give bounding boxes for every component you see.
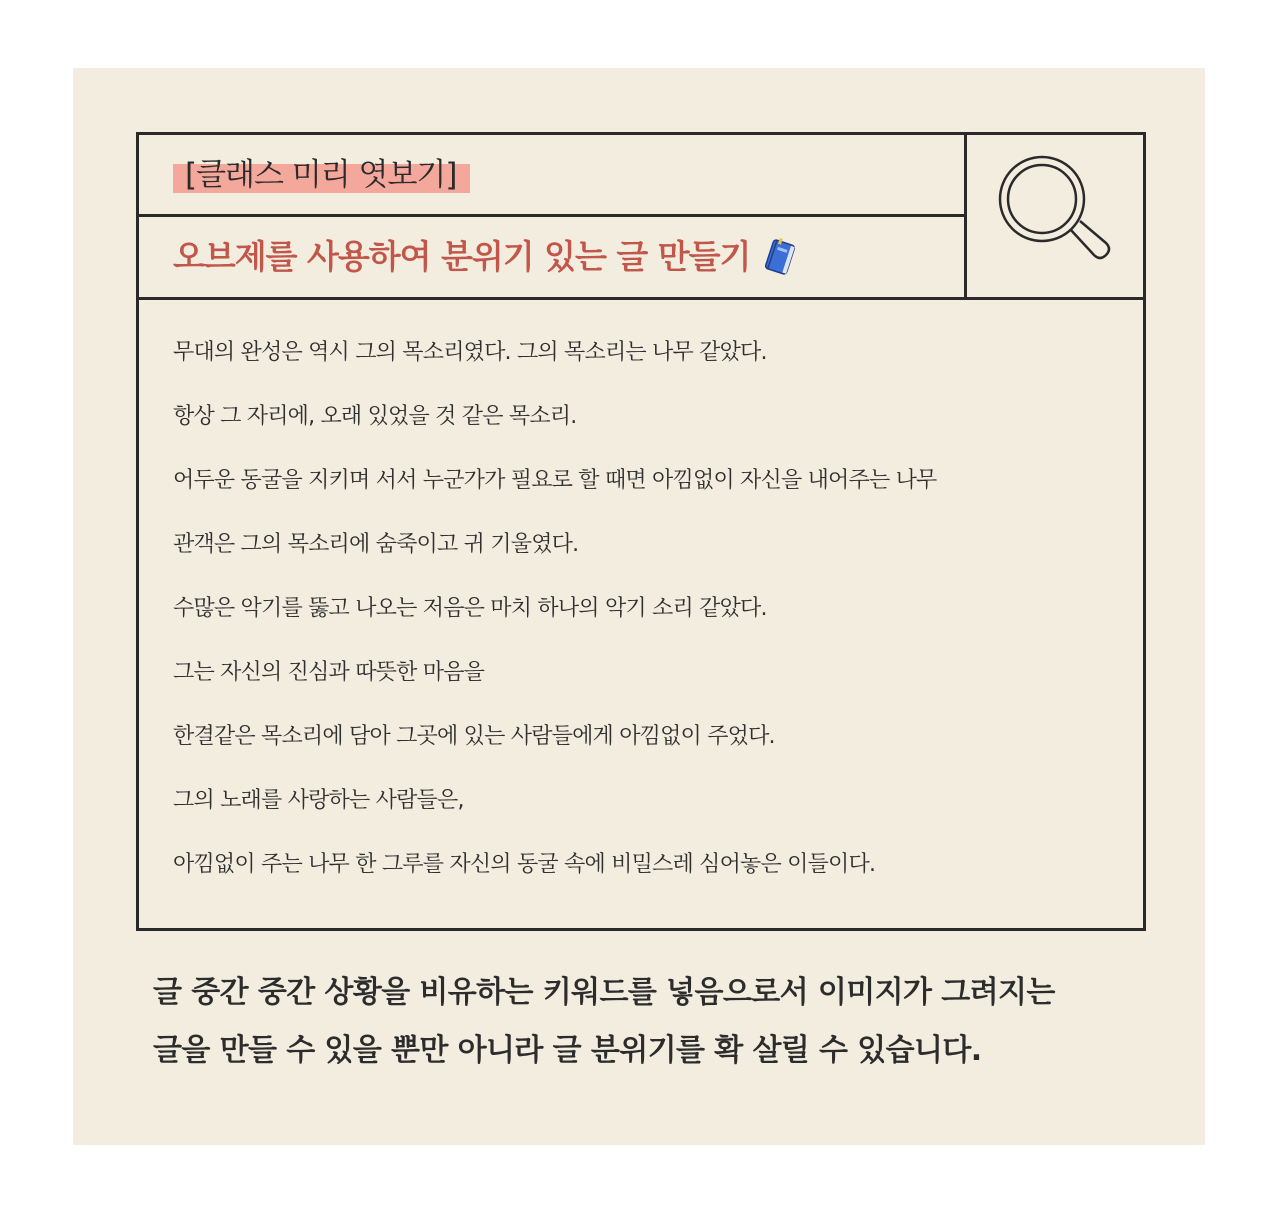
heading-text: 오브제를 사용하여 분위기 있는 글 만들기 [173,237,751,276]
page-heading [173,235,800,279]
footer-caption [153,964,1153,1080]
body-text [173,338,1113,914]
content-card [73,68,1205,1145]
footer-line: 글 중간 중간 상황을 비유하는 키워드를 넣음으로서 이미지가 그려지는 [153,975,1055,1010]
body-line: 한결같은 목소리에 담아 그곳에 있는 사람들에게 아낌없이 주었다. [173,724,775,749]
body-line: 무대의 완성은 역시 그의 목소리였다. 그의 목소리는 나무 같았다. [173,340,767,365]
body-line: 항상 그 자리에, 오래 있었을 것 같은 목소리. [173,404,577,429]
body-line: 그의 노래를 사랑하는 사람들은, [173,788,464,813]
blue-notebook-icon [760,237,800,277]
preview-label [173,155,470,195]
body-line: 관객은 그의 목소리에 숨죽이고 귀 기울였다. [173,532,579,557]
magnifying-glass-icon [990,149,1120,283]
body-line: 수많은 악기를 뚫고 나오는 저음은 마치 하나의 악기 소리 같았다. [173,596,767,621]
preview-frame [136,132,1146,931]
footer-line: 글을 만들 수 있을 뿐만 아니라 글 분위기를 확 살릴 수 있습니다. [153,1033,982,1068]
body-line: 아낌없이 주는 나무 한 그루를 자신의 동굴 속에 비밀스레 심어놓은 이들이다. [173,852,876,877]
preview-label-text: [클래스 미리 엿보기] [173,157,470,193]
magnifier-box [967,135,1143,300]
body-line: 그는 자신의 진심과 따뜻한 마음을 [173,660,485,685]
body-line: 어두운 동굴을 지키며 서서 누군가가 필요로 할 때면 아낌없이 자신을 내어주는 나무 [173,468,937,493]
